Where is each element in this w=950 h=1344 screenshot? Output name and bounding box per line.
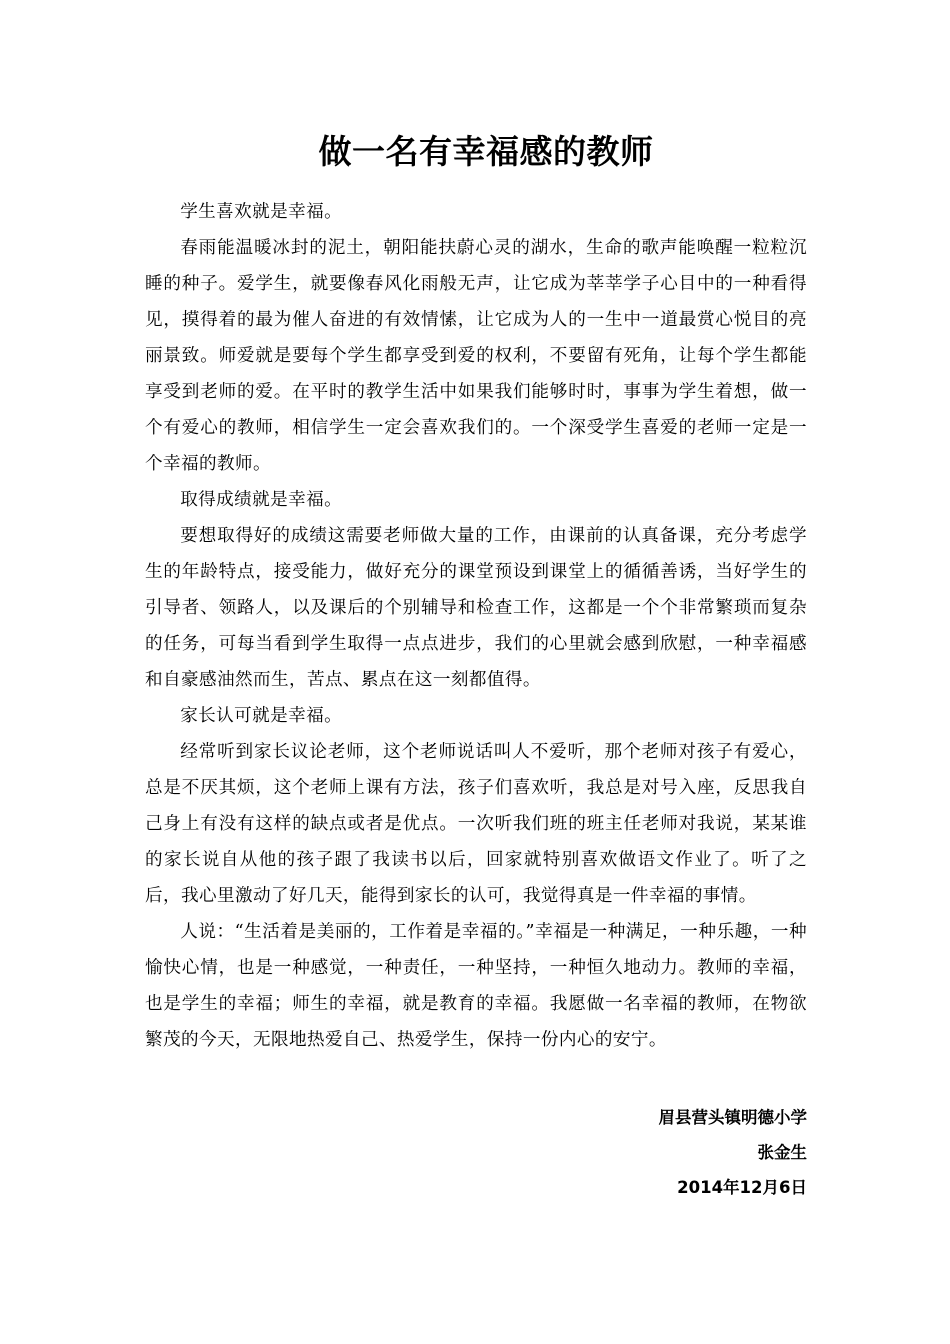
paragraph-conclusion: 人说：“生活着是美丽的，工作着是幸福的。”幸福是一种满足，一种乐趣，一种愉快心情，也是一种感觉，一种责任，一种坚持，一种恒久地动力。教师的幸福，也是学生的幸福；师生的幸福，就是教育的幸福。我愿做一名幸福的教师，在物欲繁茂的今天，无限地热爱自己、热爱学生，保持一份内心的安宁。 xyxy=(145,922,807,1050)
paragraph-heading-1: 学生喜欢就是幸福。 xyxy=(180,202,343,222)
paragraph: 春雨能温暖冰封的泥土，朝阳能扶蔚心灵的湖水，生命的歌声能唤醒一粒粒沉睡的种子。爱学生，就要像春风化雨般无声，让它成为莘莘学子心目中的一种看得见，摸得着的最为催人奋进的有效情愫，让它成为人的一生中一道最赏心悦目的亮丽景致。师爱就是要每个学生都享受到爱的权利，不要留有死角，让每个学生都能享受到老师的爱。在平时的教学生活中如果我们能够时时，事事为学生着想，做一个有爱心的教师，相信学生一定会喜欢我们的。一个深受学生喜爱的老师一定是一个幸福的教师。 xyxy=(145,238,807,474)
signature-date: 2014年12月6日 xyxy=(677,1178,807,1197)
paragraph: 经常听到家长议论老师，这个老师说话叫人不爱听，那个老师对孩子有爱心，总是不厌其烦，这个老师上课有方法，孩子们喜欢听，我总是对号入座，反思我自己身上有没有这样的缺点或者是优点。一次听我们班的班主任老师对我说，某某谁的家长说自从他的孩子跟了我读书以后，回家就特别喜欢做语文作业了。听了之后，我心里激动了好几天，能得到家长的认可，我觉得真是一件幸福的事情。 xyxy=(145,742,807,906)
paragraph-heading-2: 取得成绩就是幸福。 xyxy=(180,490,343,510)
document-body xyxy=(145,194,807,1058)
signature-block xyxy=(145,1100,807,1205)
signature-author: 张金生 xyxy=(757,1143,807,1162)
document-title: 做一名有幸福感的教师 xyxy=(318,132,654,171)
paragraph: 要想取得好的成绩这需要老师做大量的工作，由课前的认真备课，充分考虑学生的年龄特点，接受能力，做好充分的课堂预设到课堂上的循循善诱，当好学生的引导者、领路人，以及课后的个别辅导和检查工作，这都是一个个非常繁琐而复杂的任务，可每当看到学生取得一点点进步，我们的心里就会感到欣慰，一种幸福感和自豪感油然而生，苦点、累点在这一刻都值得。 xyxy=(145,526,807,690)
signature-school: 眉县营头镇明德小学 xyxy=(658,1108,807,1127)
paragraph-heading-3: 家长认可就是幸福。 xyxy=(180,706,343,726)
